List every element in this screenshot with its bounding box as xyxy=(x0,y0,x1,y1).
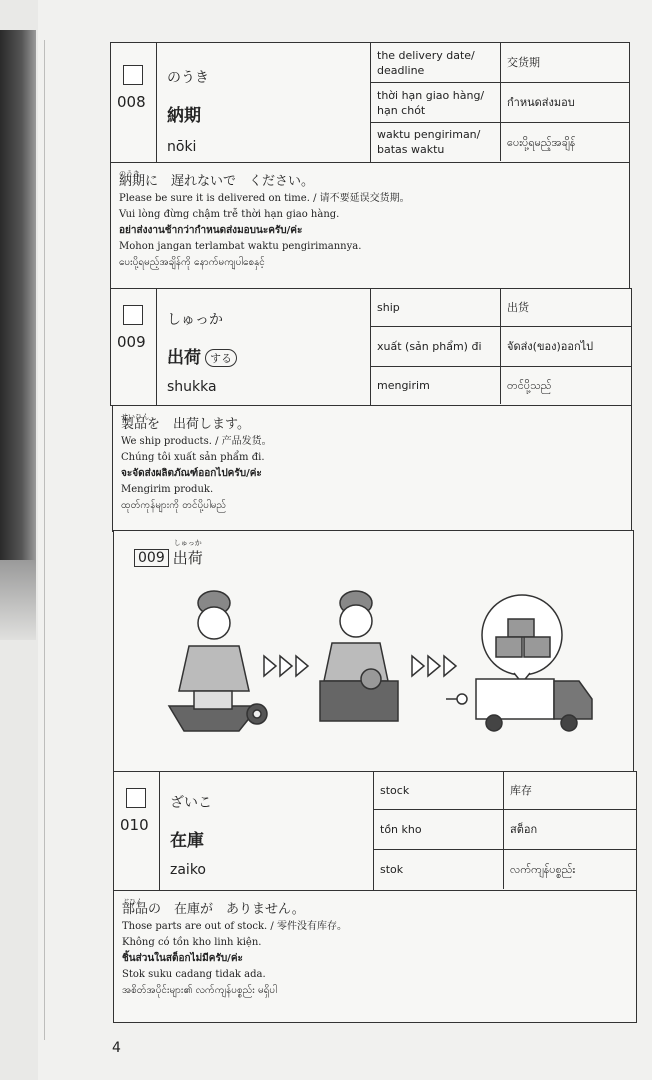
example-vietnamese: Không có tồn kho linh kiện. xyxy=(122,937,262,948)
example-english-chinese: We ship products. / 产品发货。 xyxy=(121,436,272,447)
page-number: 4 xyxy=(112,1040,121,1056)
translation-row xyxy=(374,772,636,810)
term-kanji xyxy=(167,343,237,368)
example-thai: อย่าส่งงานช้ากว่ากำหนดส่งมอบนะครับ/ค่ะ xyxy=(119,225,303,236)
example-indonesian: Mengirim produk. xyxy=(121,484,214,495)
translation-grid xyxy=(371,289,631,405)
illustration-number: 009 xyxy=(134,549,169,567)
translation-id: stok xyxy=(374,850,504,889)
term-cell xyxy=(157,43,371,162)
entry-number: 008 xyxy=(117,93,146,111)
term-kanji: 納期 xyxy=(167,106,201,126)
translation-vi: xuất (sản phẩm) đi xyxy=(371,327,501,366)
example-burmese: ပေးပို့ရမည့်အချိန်ကို နောက်မကျပါစေနှင့် xyxy=(119,257,265,268)
shipping-illustration-panel xyxy=(113,530,634,775)
process-arrow-icon xyxy=(412,656,456,676)
translation-vi: thời hạn giao hàng/ hạn chót xyxy=(371,83,501,122)
study-checkbox[interactable] xyxy=(123,65,143,85)
example-english-chinese: Please be sure it is delivered on time. / 请不要延误交货期。 xyxy=(119,193,410,204)
translation-grid xyxy=(371,43,629,162)
entry-009-table xyxy=(110,288,632,406)
example-sentence-jp: 製品を 出荷します。 xyxy=(121,417,250,432)
entry-010-example xyxy=(113,891,637,1023)
binding-shadow-fade xyxy=(0,560,36,640)
example-vietnamese: Chúng tôi xuất sản phẩm đi. xyxy=(121,452,265,463)
entry-009-example xyxy=(112,406,632,532)
example-sentence-jp: 部品の 在庫が ありません。 xyxy=(122,902,305,917)
term-romaji: zaiko xyxy=(170,862,206,878)
translation-th: จัดส่ง(ของ)ออกไป xyxy=(507,340,594,353)
example-indonesian: Mohon jangan terlambat waktu pengirimannya. xyxy=(119,241,362,252)
example-burmese: ထုတ်ကုန်များကို တင်ပို့ပါမည် xyxy=(121,500,227,511)
translation-row xyxy=(374,810,636,850)
worker-taping-icon xyxy=(320,591,398,721)
study-checkbox[interactable] xyxy=(123,305,143,325)
entry-number: 009 xyxy=(117,333,146,351)
delivery-truck-icon xyxy=(446,595,592,731)
study-checkbox[interactable] xyxy=(126,788,146,808)
translation-zh: 交货期 xyxy=(507,56,540,69)
translation-en: ship xyxy=(371,289,501,326)
illustration-term: 出荷 xyxy=(172,549,203,567)
entry-010-table xyxy=(113,771,637,891)
translation-row xyxy=(371,289,631,327)
example-japanese xyxy=(122,901,628,919)
example-english-chinese: Those parts are out of stock. / 零件没有库存。 xyxy=(122,921,347,932)
term-cell xyxy=(157,289,371,405)
example-indonesian: Stok suku cadang tidak ada. xyxy=(122,969,266,980)
margin-line xyxy=(44,40,45,1040)
entry-008-example xyxy=(110,163,630,291)
example-japanese xyxy=(119,173,621,191)
process-arrow-icon xyxy=(264,656,308,676)
translation-grid xyxy=(374,772,636,890)
translation-th: กำหนดส่งมอบ xyxy=(507,96,575,109)
translation-vi: tồn kho xyxy=(374,810,504,849)
example-vietnamese: Vui lòng đừng chậm trễ thời hạn giao hàng. xyxy=(119,209,340,220)
translation-zh: 库存 xyxy=(510,784,532,797)
term-romaji: nōki xyxy=(167,139,197,155)
binding-shadow xyxy=(0,30,36,590)
translation-my: တင်ပို့သည် xyxy=(507,379,552,392)
term-reading: しゅっか xyxy=(167,312,223,328)
term-kanji: 在庫 xyxy=(170,831,204,851)
shipping-process-drawing xyxy=(114,531,632,771)
translation-th: สต็อก xyxy=(510,823,538,836)
term-romaji: shukka xyxy=(167,379,217,395)
example-thai: จะจัดส่งผลิตภัณฑ์ออกไปครับ/ค่ะ xyxy=(121,468,262,479)
worker-packing-icon xyxy=(169,591,267,731)
example-thai: ชิ้นส่วนในสต็อกไม่มีครับ/ค่ะ xyxy=(122,953,243,964)
translation-row xyxy=(371,367,631,404)
translation-row xyxy=(371,83,629,123)
suru-verb-badge: する xyxy=(205,349,237,367)
entry-number-cell xyxy=(114,772,160,890)
translation-en: the delivery date/ deadline xyxy=(371,43,501,82)
entry-number-cell xyxy=(111,289,157,405)
translation-en: stock xyxy=(374,772,504,809)
translation-zh: 出货 xyxy=(507,301,529,314)
entry-number-cell xyxy=(111,43,157,162)
term-cell xyxy=(160,772,374,890)
translation-my: ပေးပို့ရမည့်အချိန် xyxy=(507,135,576,149)
translation-my: လက်ကျန်ပစ္စည်း xyxy=(510,863,576,876)
translation-row xyxy=(371,123,629,161)
translation-id: mengirim xyxy=(371,367,501,404)
example-burmese: အစိတ်အပိုင်းများ၏ လက်ကျန်ပစ္စည်း မရှိပါ xyxy=(122,985,277,996)
entry-number: 010 xyxy=(120,816,149,834)
term-kanji-text: 出荷 xyxy=(167,348,201,368)
translation-row xyxy=(374,850,636,889)
example-sentence-jp: 納期に 遅れないで ください。 xyxy=(119,174,315,189)
translation-row xyxy=(371,43,629,83)
example-japanese xyxy=(121,416,623,434)
translation-id: waktu pengiriman/ batas waktu xyxy=(371,123,501,161)
translation-row xyxy=(371,327,631,367)
term-reading: ざいこ xyxy=(170,795,212,811)
term-reading: のうき xyxy=(167,70,209,86)
entry-008-table xyxy=(110,42,630,163)
